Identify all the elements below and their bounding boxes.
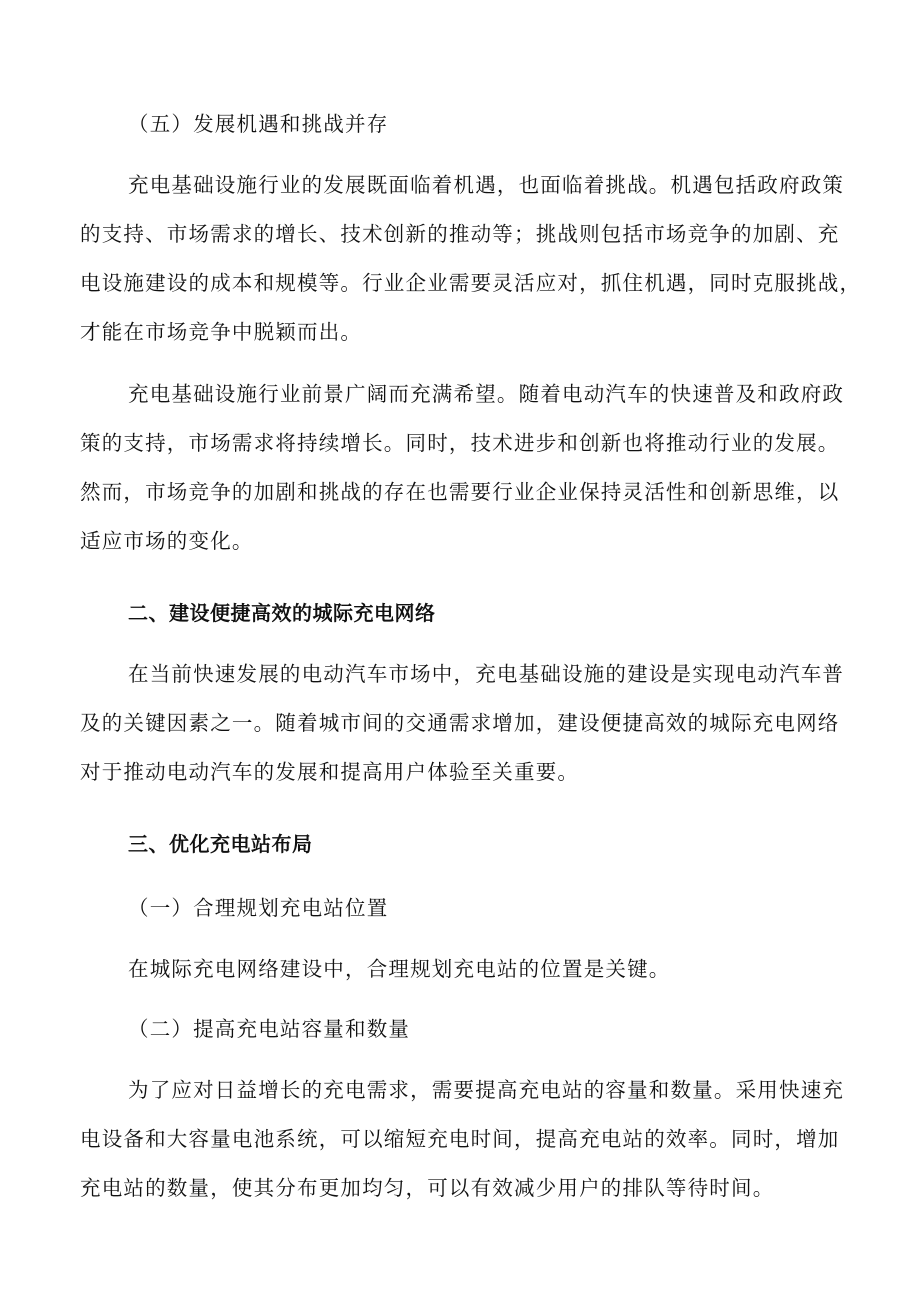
sub-heading-5: （五）发展机遇和挑战并存 xyxy=(128,112,389,136)
paragraph-5-line: 为了应对日益增长的充电需求，需要提高充电站的容量和数量。采用快速充 xyxy=(128,1078,845,1102)
sub-heading-2: （二）提高充电站容量和数量 xyxy=(128,1017,411,1041)
paragraph-1-line: 电设施建设的成本和规模等。行业企业需要灵活应对，抓住机遇，同时克服挑战， xyxy=(80,271,862,295)
sub-heading-1: （一）合理规划充电站位置 xyxy=(128,896,389,920)
section-2-heading: 二、建设便捷高效的城际充电网络 xyxy=(128,601,436,625)
paragraph-1-line: 的支持、市场需求的增长、技术创新的推动等；挑战则包括市场竞争的加剧、充 xyxy=(80,222,840,246)
paragraph-2-line: 充电基础设施行业前景广阔而充满希望。随着电动汽车的快速普及和政府政 xyxy=(128,382,845,406)
paragraph-3-line: 在当前快速发展的电动汽车市场中，充电基础设施的建设是实现电动汽车普 xyxy=(128,662,845,686)
paragraph-3-line: 及的关键因素之一。随着城市间的交通需求增加，建设便捷高效的城际充电网络 xyxy=(80,711,840,735)
paragraph-1-line: 充电基础设施行业的发展既面临着机遇，也面临着挑战。机遇包括政府政策 xyxy=(128,173,845,197)
paragraph-2-line: 然而，市场竞争的加剧和挑战的存在也需要行业企业保持灵活性和创新思维，以 xyxy=(80,480,840,504)
paragraph-5-line: 电设备和大容量电池系统，可以缩短充电时间，提高充电站的效率。同时，增加 xyxy=(80,1127,840,1151)
paragraph-3-line: 对于推动电动汽车的发展和提高用户体验至关重要。 xyxy=(80,760,580,784)
paragraph-5-line: 充电站的数量，使其分布更加均匀，可以有效减少用户的排队等待时间。 xyxy=(80,1176,775,1200)
paragraph-1-line: 才能在市场竞争中脱颖而出。 xyxy=(80,320,363,344)
paragraph-2-line: 策的支持，市场需求将持续增长。同时，技术进步和创新也将推动行业的发展。 xyxy=(80,431,840,455)
section-3-heading: 三、优化充电站布局 xyxy=(128,832,313,856)
paragraph-2-line: 适应市场的变化。 xyxy=(80,529,254,553)
paragraph-4-line: 在城际充电网络建设中，合理规划充电站的位置是关键。 xyxy=(128,957,671,981)
